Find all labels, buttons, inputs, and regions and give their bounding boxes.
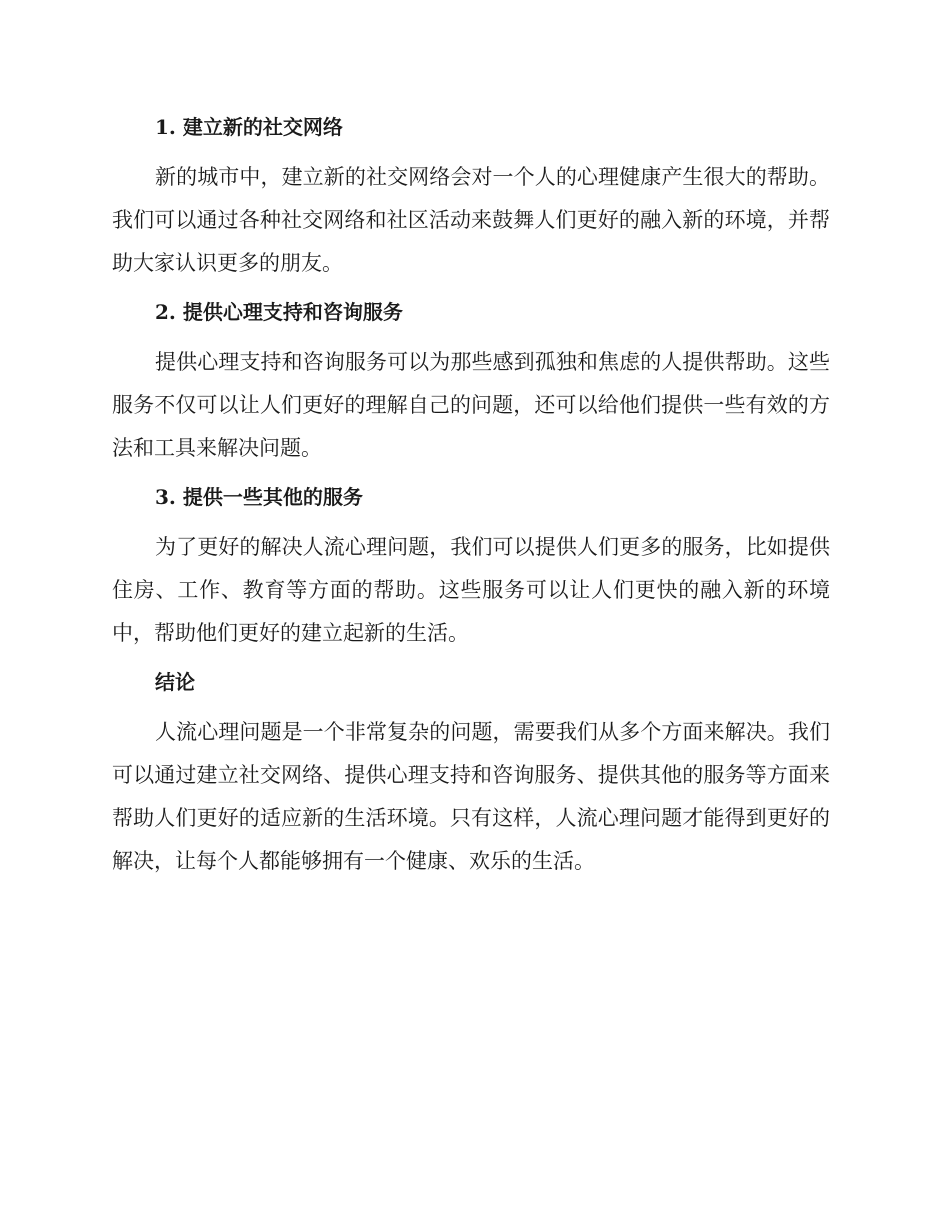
section-body-psych-support: 提供心理支持和咨询服务可以为那些感到孤独和焦虑的人提供帮助。这些服务不仅可以让人们更好的理解自己的问题，还可以给他们提供一些有效的方法和工具来解决问题。 xyxy=(112,350,830,460)
document-page xyxy=(112,108,830,883)
section-heading-conclusion: 结论 xyxy=(155,670,195,694)
section-heading-social-network: 1. 建立新的社交网络 xyxy=(155,115,343,139)
section-heading-psych-support: 2. 提供心理支持和咨询服务 xyxy=(155,300,403,324)
section-body-other-services: 为了更好的解决人流心理问题，我们可以提供人们更多的服务，比如提供住房、工作、教育等方面的帮助。这些服务可以让人们更快的融入新的环境中，帮助他们更好的建立起新的生活。 xyxy=(112,535,830,645)
section-body-social-network: 新的城市中，建立新的社交网络会对一个人的心理健康产生很大的帮助。我们可以通过各种社交网络和社区活动来鼓舞人们更好的融入新的环境，并帮助大家认识更多的朋友。 xyxy=(112,165,830,275)
section-heading-other-services: 3. 提供一些其他的服务 xyxy=(155,485,363,509)
section-body-conclusion: 人流心理问题是一个非常复杂的问题，需要我们从多个方面来解决。我们可以通过建立社交网络、提供心理支持和咨询服务、提供其他的服务等方面来帮助人们更好的适应新的生活环境。只有这样，人流心理问题才能得到更好的解决，让每个人都能够拥有一个健康、欢乐的生活。 xyxy=(112,720,830,873)
